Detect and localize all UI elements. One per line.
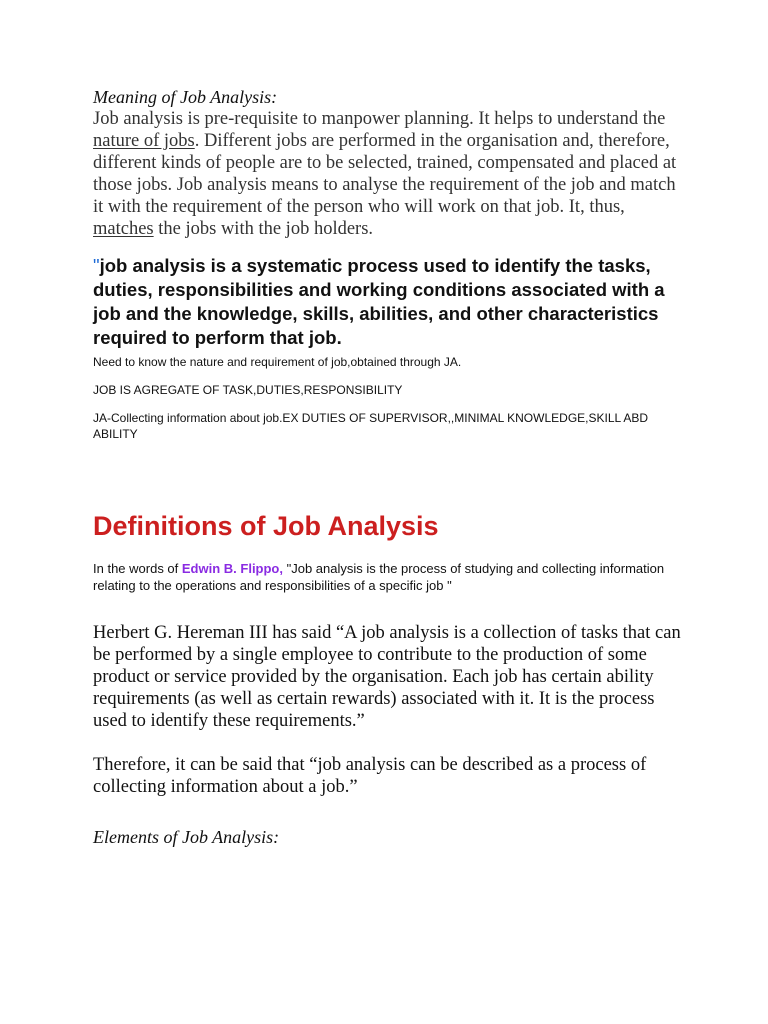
matches-link[interactable]: matches <box>93 219 154 239</box>
definitions-title: Definitions of Job Analysis <box>93 511 439 541</box>
flippo-definition <box>93 560 683 594</box>
quote-mark: " <box>93 255 100 276</box>
meaning-text-part3: the jobs with the job holders. <box>153 219 374 239</box>
note-line-2: JOB IS AGREGATE OF TASK,DUTIES,RESPONSIBILITY <box>93 383 403 397</box>
nature-of-jobs-link[interactable]: nature of jobs <box>93 131 195 151</box>
flippo-name: Edwin B. Flippo, <box>181 561 283 576</box>
flippo-prefix: In the words of <box>93 561 182 576</box>
meaning-paragraph <box>93 108 683 240</box>
elements-heading: Elements of Job Analysis: <box>93 827 280 847</box>
job-analysis-quote <box>93 254 683 350</box>
therefore-paragraph: Therefore, it can be said that “job analysis can be described as a process of collecting information about a job.” <box>93 755 647 797</box>
note-line-1: Need to know the nature and requirement of job,obtained through JA. <box>93 355 462 369</box>
meaning-heading: Meaning of Job Analysis: <box>93 87 278 107</box>
meaning-text-part1: Job analysis is pre-requisite to manpower planning. It helps to understand the <box>93 109 666 129</box>
quote-text: job analysis is a systematic process used to identify the tasks, duties, responsibilities and working conditions associated with a job and the knowledge, skills, abilities, and other characteristics required to perform that job. <box>93 255 665 348</box>
hereman-definition: Herbert G. Hereman III has said “A job analysis is a collection of tasks that can be performed by a single employee to contribute to the production of some product or service provided by the organisation. Each job has certain ability requirements (as well as certain rewards) associated with it. It is the process used to identify these requirements.” <box>93 623 681 731</box>
note-line-3: JA-Collecting information about job.EX DUTIES OF SUPERVISOR,,MINIMAL KNOWLEDGE,SKILL ABD ABILITY <box>93 411 649 441</box>
document-page <box>93 86 683 848</box>
flippo-quote: "Job analysis is the process of studying and collecting information relating to the operations and responsibilities of a specific job " <box>93 561 665 593</box>
meaning-text-part2: . Different jobs are performed in the organisation and, therefore, different kinds of people are to be selected, trained, compensated and placed at those jobs. Job analysis means to analyse the requirement of the job and match it with the requirement of the person who will work on that job. It, thus, <box>93 131 677 217</box>
